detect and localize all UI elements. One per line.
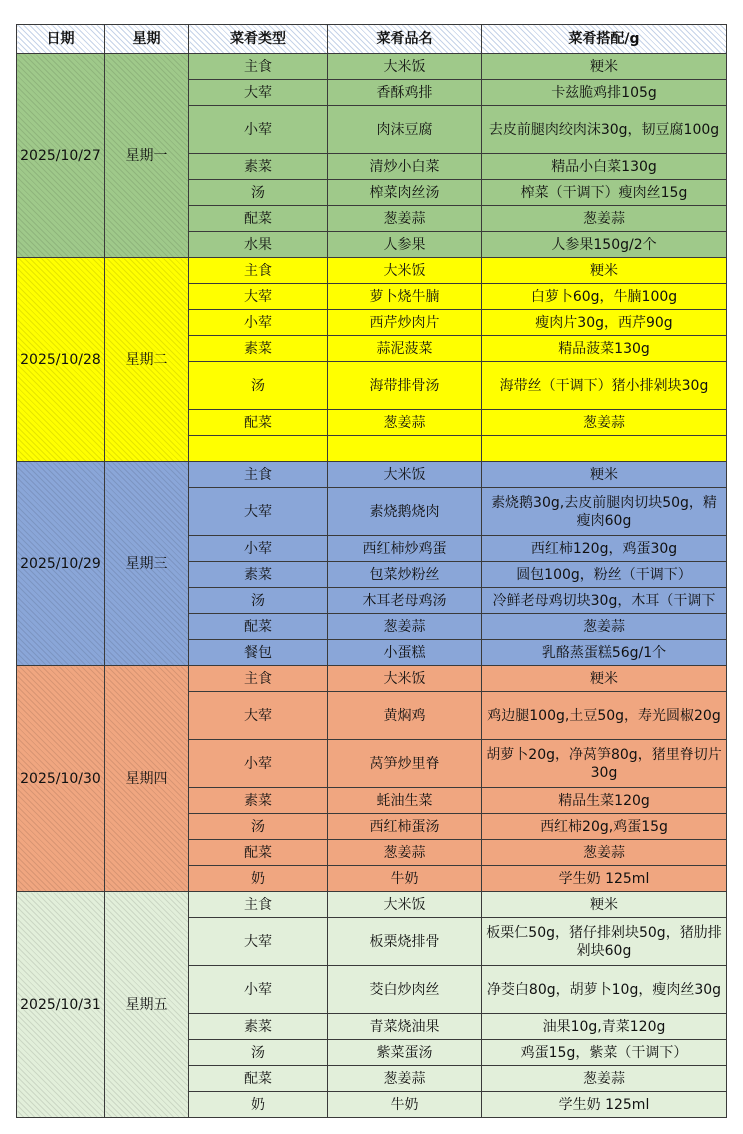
category-cell: 水果 (189, 232, 328, 258)
header-weekday: 星期 (105, 25, 189, 54)
ingredients-cell: 素烧鹅30g,去皮前腿肉切块50g，精瘦肉60g (482, 488, 727, 536)
category-cell: 配菜 (189, 1066, 328, 1092)
dish-cell: 蒜泥菠菜 (328, 336, 482, 362)
category-cell: 奶 (189, 1092, 328, 1118)
dish-cell: 西红柿蛋汤 (328, 814, 482, 840)
category-cell: 素菜 (189, 1014, 328, 1040)
dish-cell: 大米饭 (328, 892, 482, 918)
menu-row (17, 54, 727, 80)
day-weekday-cell: 星期五 (105, 892, 189, 1118)
menu-body (17, 54, 727, 1118)
ingredients-cell: 瘦肉片30g，西芹90g (482, 310, 727, 336)
dish-cell: 大米饭 (328, 258, 482, 284)
dish-cell: 葱姜蒜 (328, 410, 482, 436)
category-cell: 主食 (189, 462, 328, 488)
ingredients-cell: 去皮前腿肉绞肉沫30g，韧豆腐100g (482, 106, 727, 154)
ingredients-cell: 鸡边腿100g,土豆50g，寿光圆椒20g (482, 692, 727, 740)
dish-cell: 木耳老母鸡汤 (328, 588, 482, 614)
dish-cell: 榨菜肉丝汤 (328, 180, 482, 206)
ingredients-cell: 乳酪蒸蛋糕56g/1个 (482, 640, 727, 666)
menu-row (17, 892, 727, 918)
category-cell (189, 436, 328, 462)
menu-row (17, 666, 727, 692)
dish-cell: 人参果 (328, 232, 482, 258)
category-cell: 汤 (189, 180, 328, 206)
ingredients-cell: 粳米 (482, 666, 727, 692)
ingredients-cell: 榨菜（干调下）瘦肉丝15g (482, 180, 727, 206)
menu-row (17, 462, 727, 488)
category-cell: 汤 (189, 362, 328, 410)
ingredients-cell: 精品小白菜130g (482, 154, 727, 180)
category-cell: 主食 (189, 666, 328, 692)
dish-cell: 海带排骨汤 (328, 362, 482, 410)
dish-cell: 大米饭 (328, 666, 482, 692)
ingredients-cell: 学生奶 125ml (482, 1092, 727, 1118)
category-cell: 主食 (189, 892, 328, 918)
category-cell: 汤 (189, 814, 328, 840)
ingredients-cell (482, 436, 727, 462)
ingredients-cell: 葱姜蒜 (482, 206, 727, 232)
dish-cell: 素烧鹅烧肉 (328, 488, 482, 536)
ingredients-cell: 学生奶 125ml (482, 866, 727, 892)
category-cell: 小荤 (189, 310, 328, 336)
category-cell: 配菜 (189, 840, 328, 866)
header-row (17, 25, 727, 54)
category-cell: 素菜 (189, 336, 328, 362)
ingredients-cell: 西红柿20g,鸡蛋15g (482, 814, 727, 840)
category-cell: 主食 (189, 258, 328, 284)
category-cell: 大荤 (189, 488, 328, 536)
header-category: 菜肴类型 (189, 25, 328, 54)
dish-cell: 清炒小白菜 (328, 154, 482, 180)
dish-cell: 肉沫豆腐 (328, 106, 482, 154)
category-cell: 大荤 (189, 692, 328, 740)
weekly-menu-table (16, 24, 727, 1118)
dish-cell: 板栗烧排骨 (328, 918, 482, 966)
ingredients-cell: 海带丝（干调下）猪小排剁块30g (482, 362, 727, 410)
dish-cell: 牛奶 (328, 866, 482, 892)
category-cell: 大荤 (189, 284, 328, 310)
dish-cell: 紫菜蛋汤 (328, 1040, 482, 1066)
category-cell: 配菜 (189, 206, 328, 232)
menu-row (17, 258, 727, 284)
dish-cell: 西芹炒肉片 (328, 310, 482, 336)
ingredients-cell: 冷鲜老母鸡切块30g，木耳（干调下 (482, 588, 727, 614)
ingredients-cell: 精品菠菜130g (482, 336, 727, 362)
dish-cell: 萝卜烧牛腩 (328, 284, 482, 310)
ingredients-cell: 鸡蛋15g，紫菜（干调下） (482, 1040, 727, 1066)
category-cell: 小荤 (189, 740, 328, 788)
day-date-cell: 2025/10/28 (17, 258, 105, 462)
category-cell: 小荤 (189, 536, 328, 562)
dish-cell: 香酥鸡排 (328, 80, 482, 106)
ingredients-cell: 粳米 (482, 462, 727, 488)
day-weekday-cell: 星期三 (105, 462, 189, 666)
day-date-cell: 2025/10/29 (17, 462, 105, 666)
ingredients-cell: 板栗仁50g，猪仔排剁块50g，猪肋排剁块60g (482, 918, 727, 966)
dish-cell: 葱姜蒜 (328, 206, 482, 232)
day-weekday-cell: 星期一 (105, 54, 189, 258)
ingredients-cell: 人参果150g/2个 (482, 232, 727, 258)
category-cell: 大荤 (189, 918, 328, 966)
dish-cell (328, 436, 482, 462)
ingredients-cell: 葱姜蒜 (482, 614, 727, 640)
ingredients-cell: 粳米 (482, 892, 727, 918)
category-cell: 素菜 (189, 562, 328, 588)
category-cell: 奶 (189, 866, 328, 892)
ingredients-cell: 净茭白80g，胡萝卜10g，瘦肉丝30g (482, 966, 727, 1014)
ingredients-cell: 葱姜蒜 (482, 1066, 727, 1092)
ingredients-cell: 粳米 (482, 258, 727, 284)
category-cell: 餐包 (189, 640, 328, 666)
header-date: 日期 (17, 25, 105, 54)
dish-cell: 蚝油生菜 (328, 788, 482, 814)
category-cell: 小荤 (189, 966, 328, 1014)
dish-cell: 小蛋糕 (328, 640, 482, 666)
category-cell: 配菜 (189, 614, 328, 640)
day-date-cell: 2025/10/27 (17, 54, 105, 258)
category-cell: 汤 (189, 1040, 328, 1066)
dish-cell: 葱姜蒜 (328, 840, 482, 866)
header-dish: 菜肴品名 (328, 25, 482, 54)
category-cell: 汤 (189, 588, 328, 614)
ingredients-cell: 精品生菜120g (482, 788, 727, 814)
dish-cell: 大米饭 (328, 54, 482, 80)
header-ingredients: 菜肴搭配/g (482, 25, 727, 54)
day-date-cell: 2025/10/30 (17, 666, 105, 892)
ingredients-cell: 粳米 (482, 54, 727, 80)
day-weekday-cell: 星期二 (105, 258, 189, 462)
category-cell: 小荤 (189, 106, 328, 154)
dish-cell: 牛奶 (328, 1092, 482, 1118)
ingredients-cell: 葱姜蒜 (482, 410, 727, 436)
category-cell: 大荤 (189, 80, 328, 106)
dish-cell: 大米饭 (328, 462, 482, 488)
dish-cell: 葱姜蒜 (328, 614, 482, 640)
day-weekday-cell: 星期四 (105, 666, 189, 892)
ingredients-cell: 葱姜蒜 (482, 840, 727, 866)
ingredients-cell: 圆包100g，粉丝（干调下） (482, 562, 727, 588)
dish-cell: 包菜炒粉丝 (328, 562, 482, 588)
category-cell: 素菜 (189, 154, 328, 180)
ingredients-cell: 白萝卜60g，牛腩100g (482, 284, 727, 310)
category-cell: 配菜 (189, 410, 328, 436)
dish-cell: 青菜烧油果 (328, 1014, 482, 1040)
ingredients-cell: 油果10g,青菜120g (482, 1014, 727, 1040)
dish-cell: 葱姜蒜 (328, 1066, 482, 1092)
dish-cell: 莴笋炒里脊 (328, 740, 482, 788)
category-cell: 主食 (189, 54, 328, 80)
dish-cell: 黄焖鸡 (328, 692, 482, 740)
ingredients-cell: 卡兹脆鸡排105g (482, 80, 727, 106)
category-cell: 素菜 (189, 788, 328, 814)
ingredients-cell: 胡萝卜20g，净莴笋80g，猪里脊切片30g (482, 740, 727, 788)
dish-cell: 茭白炒肉丝 (328, 966, 482, 1014)
dish-cell: 西红柿炒鸡蛋 (328, 536, 482, 562)
ingredients-cell: 西红柿120g，鸡蛋30g (482, 536, 727, 562)
day-date-cell: 2025/10/31 (17, 892, 105, 1118)
